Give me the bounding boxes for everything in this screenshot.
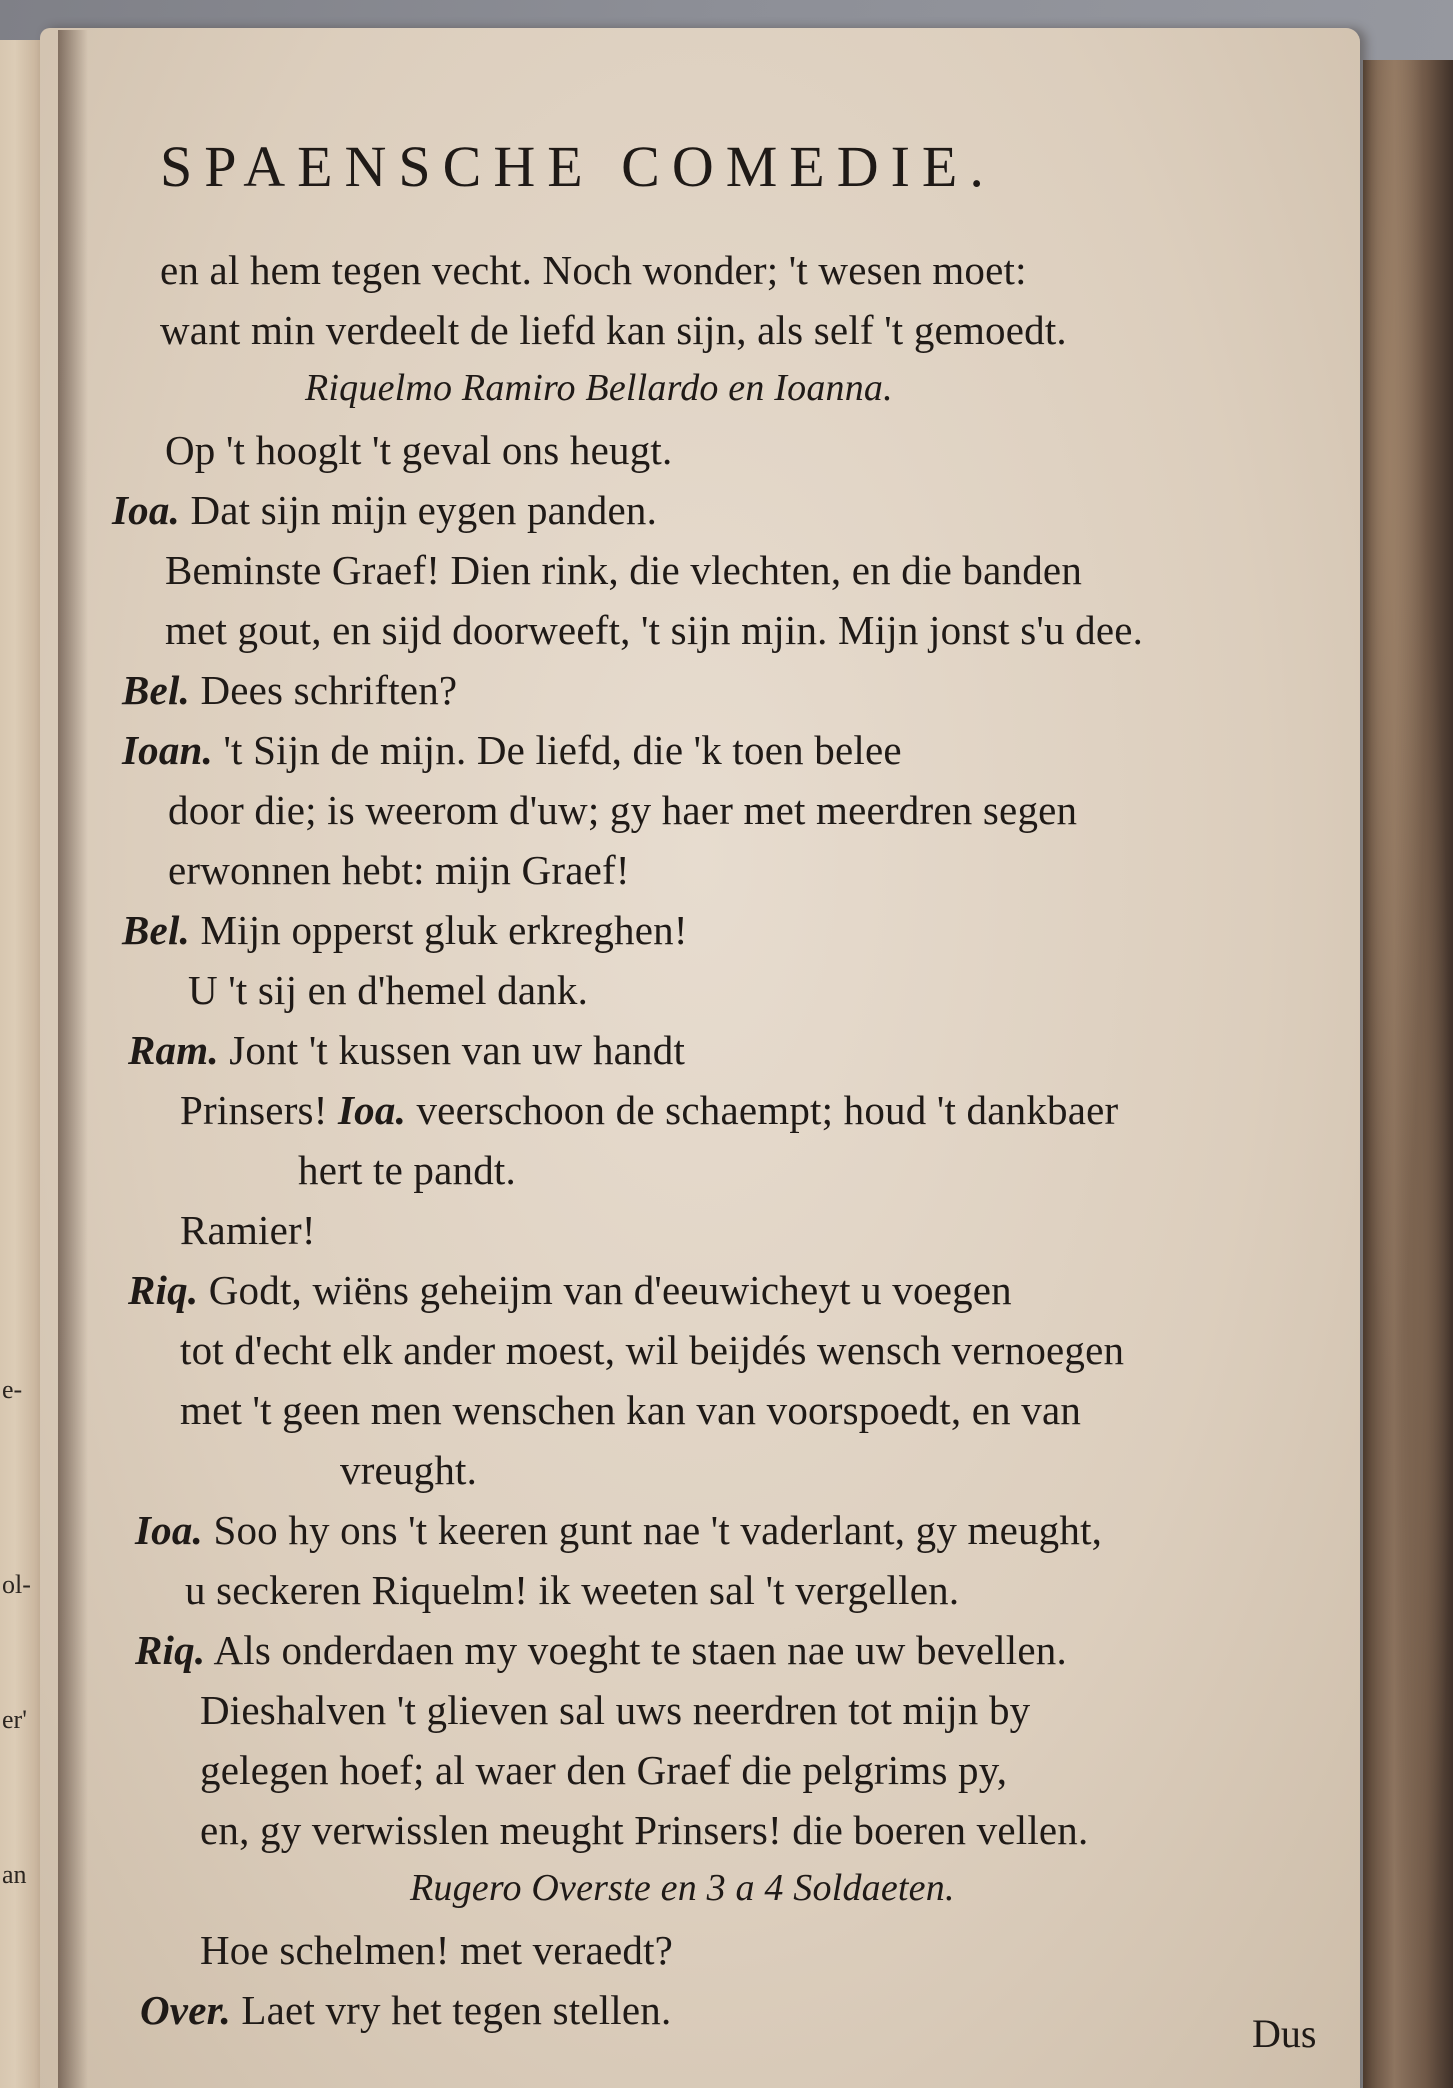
speaker-label: Riq. [128,1267,199,1313]
verse-line: Ioa. Soo hy ons 't keeren gunt nae 't vaderlant, gy meught, [135,1507,1103,1553]
speaker-label: Ioa. [135,1507,204,1553]
verse-line: Ramier! [180,1207,316,1253]
verse-line: Beminste Graef! Dien rink, die vlechten, en die banden [165,547,1083,593]
verse-line: Hoe schelmen! met veraedt? [200,1927,674,1973]
verse-line: Prinsers! Ioa. veerschoon de schaempt; houd 't dankbaer [180,1087,1119,1133]
book-cover-edge [1363,60,1453,2088]
catchword: Dus [1252,2011,1317,2056]
running-header: SPAENSCHE COMEDIE. [160,134,996,199]
verse-line: u seckeren Riquelm! ik weeten sal 't vergellen. [185,1567,960,1613]
stage-direction: Riquelmo Ramiro Bellardo en Ioanna. [305,367,893,409]
speaker-label: Bel. [122,907,190,953]
verse-line: vreught. [340,1447,478,1493]
book-page [40,28,1360,2088]
verse-line: met 't geen men wenschen kan van voorspoedt, en van [180,1387,1082,1433]
verse-line: door die; is weerom d'uw; gy haer met meerdren segen [168,787,1078,833]
page-text [40,28,1360,2088]
verse-line: gelegen hoef; al waer den Graef die pelgrims py, [200,1747,1008,1793]
verse-line: Bel. Dees schriften? [122,667,458,713]
facing-page-fragment: ol- [2,1570,31,1599]
speaker-label: Ioan. [122,727,214,773]
facing-page-fragment: er' [2,1705,27,1734]
verse-line: en al hem tegen vecht. Noch wonder; 't wesen moet: [160,247,1027,293]
verse-line: U 't sij en d'hemel dank. [188,967,589,1013]
facing-page-fragment: e- [2,1375,23,1404]
spine-shadow [58,30,88,2088]
verse-line: Ioan. 't Sijn de mijn. De liefd, die 'k toen belee [122,727,902,773]
verse-line: Ram. Jont 't kussen van uw handt [128,1027,686,1073]
verse-line: en, gy verwisslen meught Prinsers! die boeren vellen. [200,1807,1089,1853]
verse-line: Bel. Mijn opperst gluk erkreghen! [122,907,688,953]
verse-line: erwonnen hebt: mijn Graef! [168,847,630,893]
verse-line: Dieshalven 't glieven sal uws neerdren tot mijn by [200,1687,1031,1733]
verse-line: Op 't hooglt 't geval ons heugt. [165,427,673,473]
verse-line: hert te pandt. [298,1147,516,1193]
speaker-label: Ram. [128,1027,219,1073]
stage-direction: Rugero Overste en 3 a 4 Soldaeten. [410,1867,955,1909]
speaker-label: Riq. [135,1627,206,1673]
speaker-label: Ioa. [112,487,181,533]
verse-line: met gout, en sijd doorweeft, 't sijn mjin. Mijn jonst s'u dee. [165,607,1144,653]
verse-line: Riq. Godt, wiëns geheijm van d'eeuwicheyt u voegen [128,1267,1012,1313]
verse-line: tot d'echt elk ander moest, wil beijdés wensch vernoegen [180,1327,1125,1373]
speaker-label: Bel. [122,667,190,713]
verse-line: Riq. Als onderdaen my voeght te staen nae uw bevellen. [135,1627,1067,1673]
verse-line: Over. Laet vry het tegen stellen. [140,1987,672,2033]
speaker-label: Over. [140,1987,231,2033]
speaker-label: Ioa. [338,1087,407,1133]
verse-line: want min verdeelt de liefd kan sijn, als self 't gemoedt. [160,307,1067,353]
facing-page-fragment: an [2,1860,27,1889]
verse-line: Ioa. Dat sijn mijn eygen panden. [112,487,658,533]
